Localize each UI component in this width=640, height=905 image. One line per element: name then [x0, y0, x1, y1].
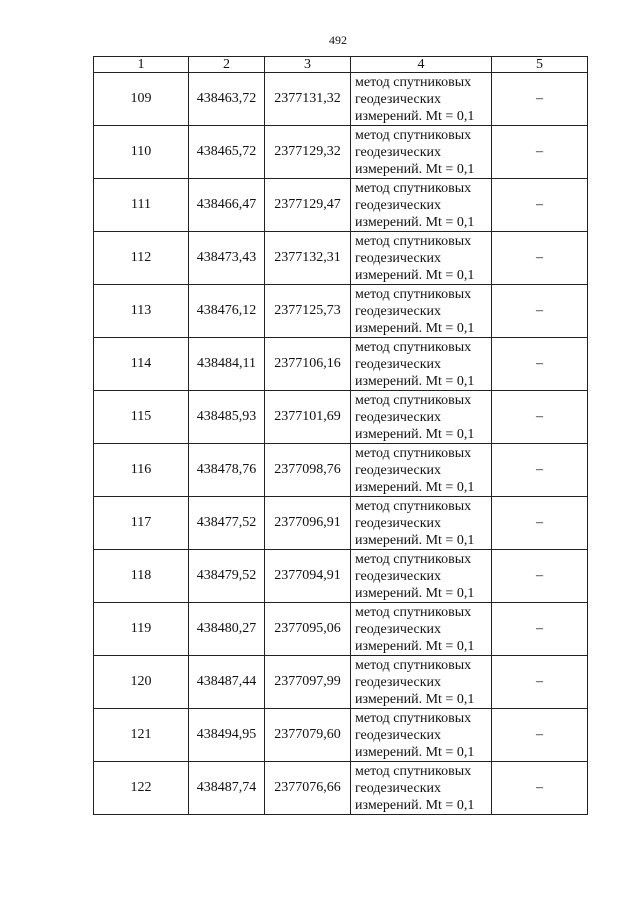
note-cell: – [492, 391, 588, 444]
method-line: геодезических [355, 621, 442, 637]
method-line: геодезических [355, 356, 442, 372]
note-cell: – [492, 126, 588, 179]
note-cell: – [492, 444, 588, 497]
point-number-cell: 120 [94, 656, 189, 709]
method-line: измерений. Mt = 0,1 [355, 638, 475, 654]
method-line: метод спутниковых [355, 233, 472, 249]
method-line: измерений. Mt = 0,1 [355, 214, 475, 230]
method-cell [351, 73, 492, 126]
x-coordinate-cell: 438473,43 [189, 232, 265, 285]
table-row [94, 73, 588, 126]
note-cell: – [492, 179, 588, 232]
y-coordinate-cell: 2377098,76 [265, 444, 351, 497]
point-number-cell: 121 [94, 709, 189, 762]
note-cell: – [492, 338, 588, 391]
point-number-cell: 115 [94, 391, 189, 444]
x-coordinate-cell: 438484,11 [189, 338, 265, 391]
x-coordinate-cell: 438485,93 [189, 391, 265, 444]
method-line: геодезических [355, 197, 442, 213]
method-line: метод спутниковых [355, 392, 472, 408]
method-line: геодезических [355, 303, 442, 319]
x-coordinate-cell: 438480,27 [189, 603, 265, 656]
method-line: измерений. Mt = 0,1 [355, 585, 475, 601]
method-line: метод спутниковых [355, 127, 472, 143]
y-coordinate-cell: 2377106,16 [265, 338, 351, 391]
method-cell [351, 232, 492, 285]
table-row [94, 232, 588, 285]
method-line: измерений. Mt = 0,1 [355, 479, 475, 495]
method-cell [351, 179, 492, 232]
method-line: измерений. Mt = 0,1 [355, 691, 475, 707]
method-line: измерений. Mt = 0,1 [355, 797, 475, 813]
method-cell [351, 497, 492, 550]
table-row [94, 391, 588, 444]
method-cell [351, 709, 492, 762]
header-col-3: 3 [265, 57, 351, 73]
page-number: 492 [329, 33, 347, 47]
table-row [94, 656, 588, 709]
y-coordinate-cell: 2377132,31 [265, 232, 351, 285]
method-line: измерений. Mt = 0,1 [355, 108, 475, 124]
y-coordinate-cell: 2377079,60 [265, 709, 351, 762]
method-cell [351, 338, 492, 391]
point-number-cell: 118 [94, 550, 189, 603]
table-row [94, 709, 588, 762]
method-line: геодезических [355, 515, 442, 531]
table-header-row [94, 57, 588, 73]
point-number-cell: 109 [94, 73, 189, 126]
header-col-1: 1 [94, 57, 189, 73]
method-line: метод спутниковых [355, 657, 472, 673]
table-body [94, 73, 588, 815]
method-line: геодезических [355, 144, 442, 160]
table-row [94, 285, 588, 338]
y-coordinate-cell: 2377131,32 [265, 73, 351, 126]
y-coordinate-cell: 2377097,99 [265, 656, 351, 709]
note-cell: – [492, 762, 588, 815]
y-coordinate-cell: 2377101,69 [265, 391, 351, 444]
table-row [94, 497, 588, 550]
x-coordinate-cell: 438487,74 [189, 762, 265, 815]
method-line: метод спутниковых [355, 339, 472, 355]
method-cell [351, 285, 492, 338]
x-coordinate-cell: 438476,12 [189, 285, 265, 338]
table-row [94, 179, 588, 232]
point-number-cell: 110 [94, 126, 189, 179]
method-line: геодезических [355, 568, 442, 584]
method-line: геодезических [355, 409, 442, 425]
method-line: метод спутниковых [355, 551, 472, 567]
table-row [94, 126, 588, 179]
method-line: геодезических [355, 727, 442, 743]
note-cell: – [492, 285, 588, 338]
method-line: метод спутниковых [355, 286, 472, 302]
method-line: измерений. Mt = 0,1 [355, 161, 475, 177]
note-cell: – [492, 550, 588, 603]
method-cell [351, 126, 492, 179]
method-line: геодезических [355, 780, 442, 796]
coordinates-table [93, 56, 588, 815]
x-coordinate-cell: 438463,72 [189, 73, 265, 126]
method-line: измерений. Mt = 0,1 [355, 532, 475, 548]
method-cell [351, 550, 492, 603]
x-coordinate-cell: 438487,44 [189, 656, 265, 709]
table-row [94, 603, 588, 656]
y-coordinate-cell: 2377096,91 [265, 497, 351, 550]
note-cell: – [492, 656, 588, 709]
method-line: измерений. Mt = 0,1 [355, 373, 475, 389]
point-number-cell: 119 [94, 603, 189, 656]
header-col-4: 4 [351, 57, 492, 73]
y-coordinate-cell: 2377129,47 [265, 179, 351, 232]
method-line: измерений. Mt = 0,1 [355, 267, 475, 283]
method-line: метод спутниковых [355, 498, 472, 514]
x-coordinate-cell: 438466,47 [189, 179, 265, 232]
table-row [94, 762, 588, 815]
method-line: метод спутниковых [355, 180, 472, 196]
point-number-cell: 122 [94, 762, 189, 815]
x-coordinate-cell: 438494,95 [189, 709, 265, 762]
method-cell [351, 444, 492, 497]
x-coordinate-cell: 438478,76 [189, 444, 265, 497]
method-line: метод спутниковых [355, 604, 472, 620]
y-coordinate-cell: 2377129,32 [265, 126, 351, 179]
y-coordinate-cell: 2377076,66 [265, 762, 351, 815]
note-cell: – [492, 232, 588, 285]
header-col-2: 2 [189, 57, 265, 73]
method-cell [351, 603, 492, 656]
method-line: метод спутниковых [355, 763, 472, 779]
method-line: геодезических [355, 462, 442, 478]
method-line: измерений. Mt = 0,1 [355, 744, 475, 760]
method-line: геодезических [355, 250, 442, 266]
x-coordinate-cell: 438479,52 [189, 550, 265, 603]
method-line: геодезических [355, 674, 442, 690]
note-cell: – [492, 497, 588, 550]
note-cell: – [492, 603, 588, 656]
table-row [94, 444, 588, 497]
y-coordinate-cell: 2377094,91 [265, 550, 351, 603]
point-number-cell: 114 [94, 338, 189, 391]
method-cell [351, 762, 492, 815]
y-coordinate-cell: 2377125,73 [265, 285, 351, 338]
point-number-cell: 112 [94, 232, 189, 285]
point-number-cell: 113 [94, 285, 189, 338]
method-line: геодезических [355, 91, 442, 107]
header-col-5: 5 [492, 57, 588, 73]
table-row [94, 338, 588, 391]
note-cell: – [492, 709, 588, 762]
method-line: измерений. Mt = 0,1 [355, 426, 475, 442]
x-coordinate-cell: 438477,52 [189, 497, 265, 550]
note-cell: – [492, 73, 588, 126]
y-coordinate-cell: 2377095,06 [265, 603, 351, 656]
method-line: измерений. Mt = 0,1 [355, 320, 475, 336]
table-row [94, 550, 588, 603]
point-number-cell: 111 [94, 179, 189, 232]
point-number-cell: 116 [94, 444, 189, 497]
method-cell [351, 656, 492, 709]
method-line: метод спутниковых [355, 710, 472, 726]
point-number-cell: 117 [94, 497, 189, 550]
method-line: метод спутниковых [355, 74, 472, 90]
x-coordinate-cell: 438465,72 [189, 126, 265, 179]
method-line: метод спутниковых [355, 445, 472, 461]
method-cell [351, 391, 492, 444]
